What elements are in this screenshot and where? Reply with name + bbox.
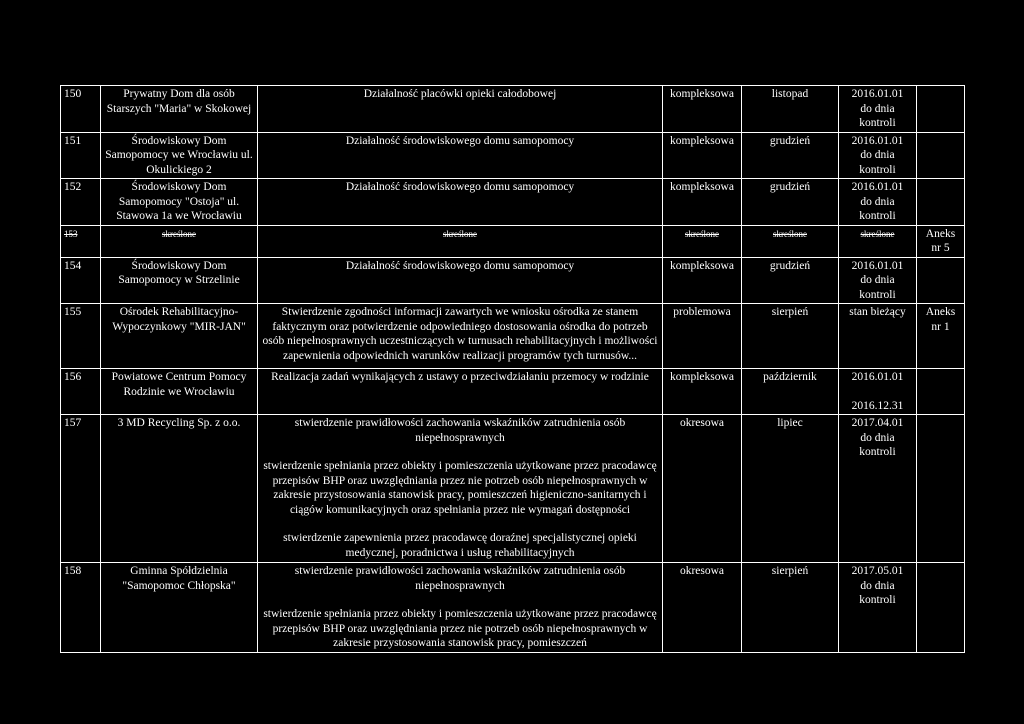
annex-note [917, 132, 965, 179]
cell-text: lipiec [777, 417, 803, 429]
cell-text: Działalność środowiskowego domu samopomocy [345, 134, 575, 147]
inspection-month [742, 415, 839, 563]
cell-text: skreślone [443, 228, 477, 239]
inspection-scope [258, 563, 663, 653]
inspection-month [742, 257, 839, 304]
inspection-month [742, 86, 839, 133]
cell-text: Prywatny Dom dla osób Starszych "Maria" w Skokowej [106, 88, 252, 115]
cell-text: kontroli [859, 288, 896, 301]
cell-text: grudzień [769, 181, 811, 193]
row-number [61, 257, 101, 304]
inspection-period [839, 225, 917, 257]
table-row [61, 225, 965, 257]
inspected-entity [101, 132, 258, 179]
inspected-entity [101, 257, 258, 304]
cell-text: październik [763, 371, 817, 383]
cell-text: sierpień [771, 565, 809, 577]
cell-text: 154 [64, 259, 82, 272]
table-row [61, 304, 965, 369]
inspection-period [839, 132, 917, 179]
inspected-entity [101, 179, 258, 226]
table-row [61, 86, 965, 133]
annex-note [917, 369, 965, 415]
inspected-entity [101, 304, 258, 369]
annex-note [917, 179, 965, 226]
cell-text: 2016.01.01 [851, 259, 904, 272]
cell-text: Ośrodek Rehabilitacyjno-Wypoczynkowy "MIR-JAN" [112, 306, 246, 333]
cell-text: Działalność środowiskowego domu samopomocy [345, 181, 575, 193]
cell-text: 153 [64, 228, 78, 239]
inspection-period [839, 257, 917, 304]
inspection-period [839, 415, 917, 563]
cell-text: kompleksowa [670, 371, 734, 383]
cell-text: grudzień [769, 134, 811, 147]
cell-text: do dnia [860, 274, 895, 286]
row-number [61, 225, 101, 257]
cell-text: Środowiskowy Dom Samopomocy "Ostoja" ul. Stawowa 1a we Wrocławiu [116, 181, 242, 222]
inspection-month [742, 132, 839, 179]
cell-text: Powiatowe Centrum Pomocy Rodzinie we Wrocławiu [111, 371, 247, 398]
cell-text: 157 [64, 417, 82, 429]
annex-note [917, 225, 965, 257]
inspection-scope [258, 179, 663, 226]
cell-text: stwierdzenie spełniania przez obiekty i pomieszczenia użytkowane przez pracodawcę przepisów BHP oraz uwzględniania przez nie potrzeb osób niepełnosprawnych w zakresie przystosowania stanowisk pracy, pomieszczeń [263, 608, 657, 649]
row-number [61, 132, 101, 179]
inspected-entity [101, 86, 258, 133]
cell-text: 155 [64, 306, 82, 318]
inspection-period [839, 86, 917, 133]
cell-text: stan bieżący [849, 306, 906, 318]
inspection-month [742, 563, 839, 653]
cell-text: Gminna Spółdzielnia "Samopomoc Chłopska" [122, 565, 236, 592]
cell-text: 3 MD Recycling Sp. z o.o. [117, 417, 241, 429]
cell-text: Działalność środowiskowego domu samopomocy [345, 259, 575, 272]
inspection-month [742, 369, 839, 415]
inspection-type [663, 257, 742, 304]
cell-text: problemowa [673, 306, 731, 318]
inspection-type [663, 563, 742, 653]
cell-text: Stwierdzenie zgodności informacji zawartych we wniosku ośrodka ze stanem faktycznym oraz potwierdzenie odpowiedniego dostosowania ośrodka do potrzeb osób niepełnosprawnych uczestniczących w turnusach rehabilitacyjnych i możliwości zapewnienia odpowiednich warunków realizacji programów tych turnusów... [262, 306, 658, 362]
cell-text: kompleksowa [670, 88, 734, 100]
cell-text: stwierdzenie prawidłowości zachowania wskaźników zatrudnienia osób niepełnosprawnych [294, 417, 626, 444]
cell-text: Realizacja zadań wynikających z ustawy o przeciwdziałaniu przemocy w rodzinie [271, 371, 649, 383]
inspection-type [663, 304, 742, 369]
cell-text: 150 [64, 88, 82, 100]
cell-text: kontroli [859, 210, 896, 222]
cell-text: kompleksowa [670, 259, 734, 272]
inspection-plan-table [60, 85, 965, 653]
cell-text: kontroli [859, 446, 896, 458]
cell-text: skreślone [162, 228, 196, 239]
cell-text: 2017.04.01 [851, 417, 904, 429]
inspected-entity [101, 369, 258, 415]
cell-text: 2017.05.01 [851, 565, 904, 577]
cell-text: kontroli [859, 163, 896, 176]
cell-text: 156 [64, 371, 82, 383]
row-number [61, 86, 101, 133]
cell-text: Działalność placówki opieki całodobowej [363, 88, 557, 100]
inspection-month [742, 179, 839, 226]
table-row [61, 179, 965, 226]
row-number [61, 369, 101, 415]
inspection-month [742, 225, 839, 257]
cell-text: stwierdzenie prawidłowości zachowania wskaźników zatrudnienia osób niepełnosprawnych [294, 565, 626, 592]
cell-text: sierpień [771, 306, 809, 318]
inspection-scope [258, 86, 663, 133]
inspection-period [839, 563, 917, 653]
cell-text: do dnia [860, 431, 895, 444]
cell-text: 2016.01.01 [851, 134, 904, 147]
cell-text: Środowiskowy Dom Samopomocy w Strzelinie [118, 259, 240, 286]
annex-note [917, 304, 965, 369]
inspection-scope [258, 257, 663, 304]
cell-text: 2016.01.01 [851, 181, 904, 193]
inspection-type [663, 225, 742, 257]
cell-text: 158 [64, 565, 82, 577]
cell-text: okresowa [679, 565, 725, 577]
table-row [61, 563, 965, 653]
cell-text: do dnia [860, 102, 895, 115]
inspection-type [663, 132, 742, 179]
inspection-period [839, 304, 917, 369]
cell-text: kompleksowa [670, 181, 734, 193]
inspection-scope [258, 304, 663, 369]
inspection-period [839, 369, 917, 415]
cell-text: kontroli [859, 594, 896, 606]
annex-note [917, 257, 965, 304]
cell-text: grudzień [769, 259, 811, 272]
annex-note [917, 86, 965, 133]
inspection-scope [258, 369, 663, 415]
row-number [61, 415, 101, 563]
inspection-period [839, 179, 917, 226]
inspected-entity [101, 563, 258, 653]
inspection-scope [258, 132, 663, 179]
inspected-entity [101, 415, 258, 563]
cell-text: stwierdzenie spełniania przez obiekty i pomieszczenia użytkowane przez pracodawcę przepisów BHP oraz uwzględniania przez nie potrzeb osób niepełnosprawnych w zakresie przystosowania stanowisk pracy, pomieszczeń higieniczno-sanitarnych i ciągów komunikacyjnych oraz spełniania przez nie wymagań dostępności [263, 460, 657, 516]
cell-text: 2016.01.01 [851, 371, 904, 383]
inspection-type [663, 86, 742, 133]
cell-text: do dnia [860, 149, 895, 161]
cell-text: skreślone [860, 228, 895, 239]
cell-text: skreślone [685, 228, 719, 239]
inspection-scope [258, 225, 663, 257]
cell-text: kompleksowa [670, 134, 734, 147]
annex-note [917, 563, 965, 653]
table-row [61, 415, 965, 563]
row-number [61, 304, 101, 369]
cell-text: okresowa [679, 417, 725, 429]
cell-text: do dnia [860, 579, 895, 592]
cell-text: listopad [771, 88, 809, 100]
cell-text: 2016.12.31 [851, 399, 904, 412]
table-row [61, 132, 965, 179]
annex-note [917, 415, 965, 563]
cell-text: 2016.01.01 [851, 88, 904, 100]
row-number [61, 179, 101, 226]
cell-text: 151 [64, 134, 82, 147]
inspection-type [663, 415, 742, 563]
inspected-entity [101, 225, 258, 257]
cell-text: Środowiskowy Dom Samopomocy we Wrocławiu ul. Okulickiego 2 [105, 134, 253, 176]
row-number [61, 563, 101, 653]
cell-text: do dnia [860, 195, 895, 208]
inspection-type [663, 179, 742, 226]
inspection-type [663, 369, 742, 415]
cell-text: kontroli [859, 117, 896, 129]
cell-text: Aneks nr 1 [925, 306, 956, 333]
cell-text: 152 [64, 181, 82, 193]
inspection-scope [258, 415, 663, 563]
cell-text: skreślone [773, 228, 807, 239]
cell-text: stwierdzenie zapewnienia przez pracodawcę doraźnej specjalistycznej opieki medycznej, poradnictwa i usług rehabilitacyjnych [283, 532, 637, 559]
table-row [61, 257, 965, 304]
table-row [61, 369, 965, 415]
inspection-month [742, 304, 839, 369]
cell-text: Aneks nr 5 [925, 227, 956, 254]
